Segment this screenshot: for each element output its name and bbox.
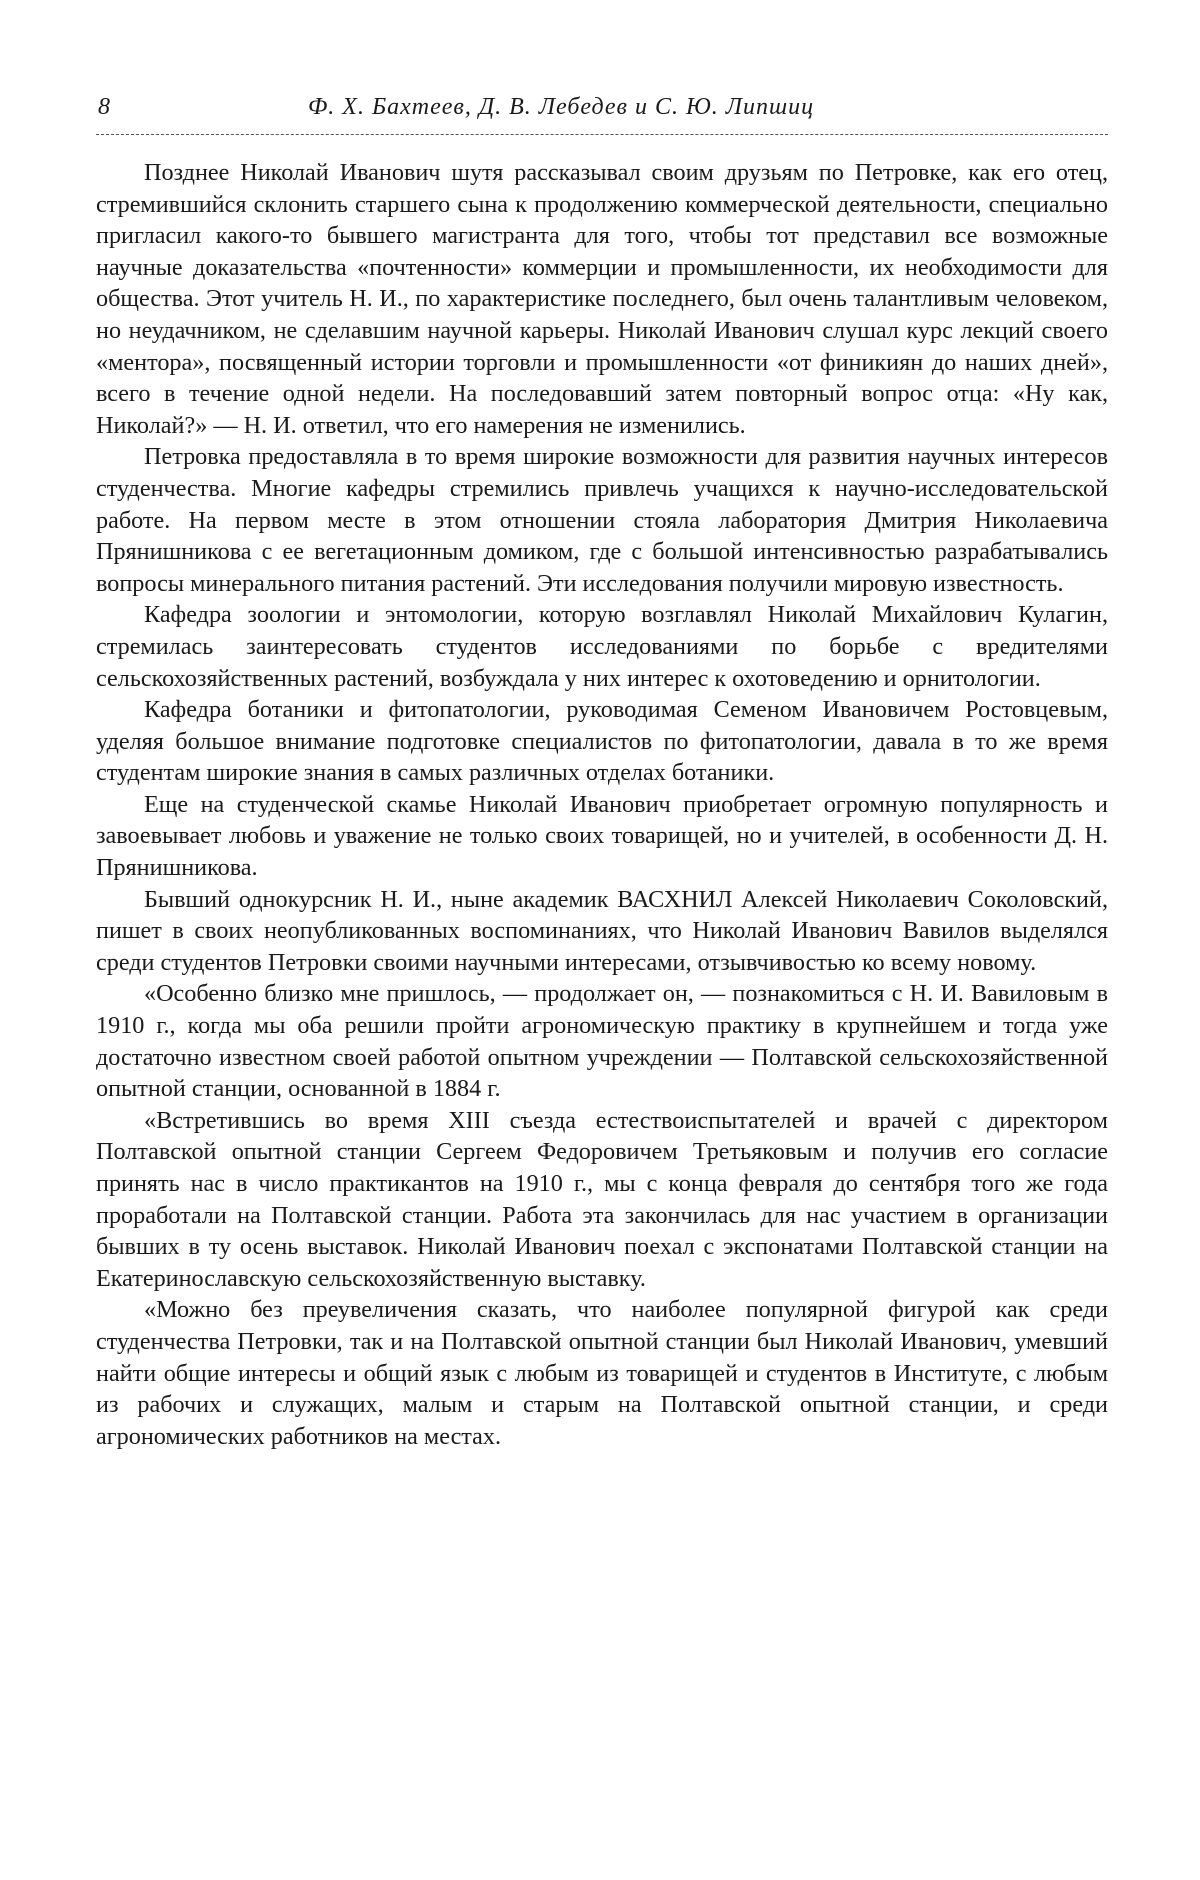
paragraph: Петровка предоставляла в то время широкие возможности для развития научных интересов студенчества. Многие кафедры стремились привлечь учащихся к научно-исследовательской работе. На первом месте в этом отношении стояла лаборатория Дмитрия Николаевича Прянишникова с ее вегетационным домиком, где с большой интенсивностью разрабатывались вопросы минерального питания растений. Эти исследования получили мировую известность. [96, 443, 1108, 597]
book-page [96, 90, 1108, 1452]
paragraph: Еще на студенческой скамье Николай Иванович приобретает огромную популярность и завоевывает любовь и уважение не только своих товарищей, но и учителей, в особенности Д. Н. Прянишникова. [96, 790, 1108, 882]
page-number: 8 [98, 94, 110, 120]
paragraph: «Можно без преувеличения сказать, что наиболее популярной фигурой как среди студенчества Петровки, так и на Полтавской опытной станции был Николай Иванович, умевший найти общие интересы и общий язык с любым из товарищей и студентов в Институте, с любым из рабочих и служащих, малым и старым на Полтавской опытной станции, и среди агрономических работников на местах. [96, 1296, 1108, 1450]
paragraph: «Особенно близко мне пришлось, — продолжает он, — познакомиться с Н. И. Вавиловым в 1910 г., когда мы оба решили пройти агрономическую практику в крупнейшем и тогда уже достаточно известном своей работой опытном учреждении — Полтавской сельскохозяйственной опытной станции, основанной в 1884 г. [96, 980, 1108, 1103]
header-authors: Ф. Х. Бахтеев, Д. В. Лебедев и С. Ю. Липшиц [308, 94, 815, 120]
paragraph: Кафедра зоологии и энтомологии, которую возглавлял Николай Михайлович Кулагин, стремилась заинтересовать студентов исследованиями по борьбе с вредителями сельскохозяйственных растений, возбуждала у них интерес к охотоведению и орнитологии. [96, 601, 1108, 692]
body-text [96, 157, 1108, 1452]
paragraph: «Встретившись во время XIII съезда естествоиспытателей и врачей с директором Полтавской опытной станции Сергеем Федоровичем Третьяковым и получив его согласие принять нас в число практикантов на 1910 г., мы с конца февраля до сентября того же года проработали на Полтавской станции. Работа эта закончилась для нас участием в организации бывших в ту осень выставок. Николай Иванович поехал с экспонатами Полтавской станции на Екатеринославскую сельскохозяйственную выставку. [96, 1106, 1108, 1292]
paragraph: Бывший однокурсник Н. И., ныне академик ВАСХНИЛ Алексей Николаевич Соколовский, пишет в своих неопубликованных воспоминаниях, что Николай Иванович Вавилов выделялся среди студентов Петровки своими научными интересами, отзывчивостью ко всему новому. [96, 885, 1108, 976]
paragraph: Кафедра ботаники и фитопатологии, руководимая Семеном Ивановичем Ростовцевым, уделяя большое внимание подготовке специалистов по фитопатологии, давала в то же время студентам широкие знания в самых различных отделах ботаники. [96, 696, 1108, 787]
paragraph: Позднее Николай Иванович шутя рассказывал своим друзьям по Петровке, как его отец, стремившийся склонить старшего сына к продолжению коммерческой деятельности, специально пригласил какого-то бывшего магистранта для того, чтобы тот представил все возможные научные доказательства «почтенности» коммерции и промышленности, их необходимости для общества. Этот учитель Н. И., по характеристике последнего, был очень талантливым человеком, но неудачником, не сделавшим научной карьеры. Николай Иванович слушал курс лекций своего «ментора», посвященный истории торговли и промышленности «от финикиян до наших дней», всего в течение одной недели. На последовавший затем повторный вопрос отца: «Ну как, Николай?» — Н. И. ответил, что его намерения не изменились. [96, 159, 1108, 439]
running-head [96, 90, 1108, 135]
